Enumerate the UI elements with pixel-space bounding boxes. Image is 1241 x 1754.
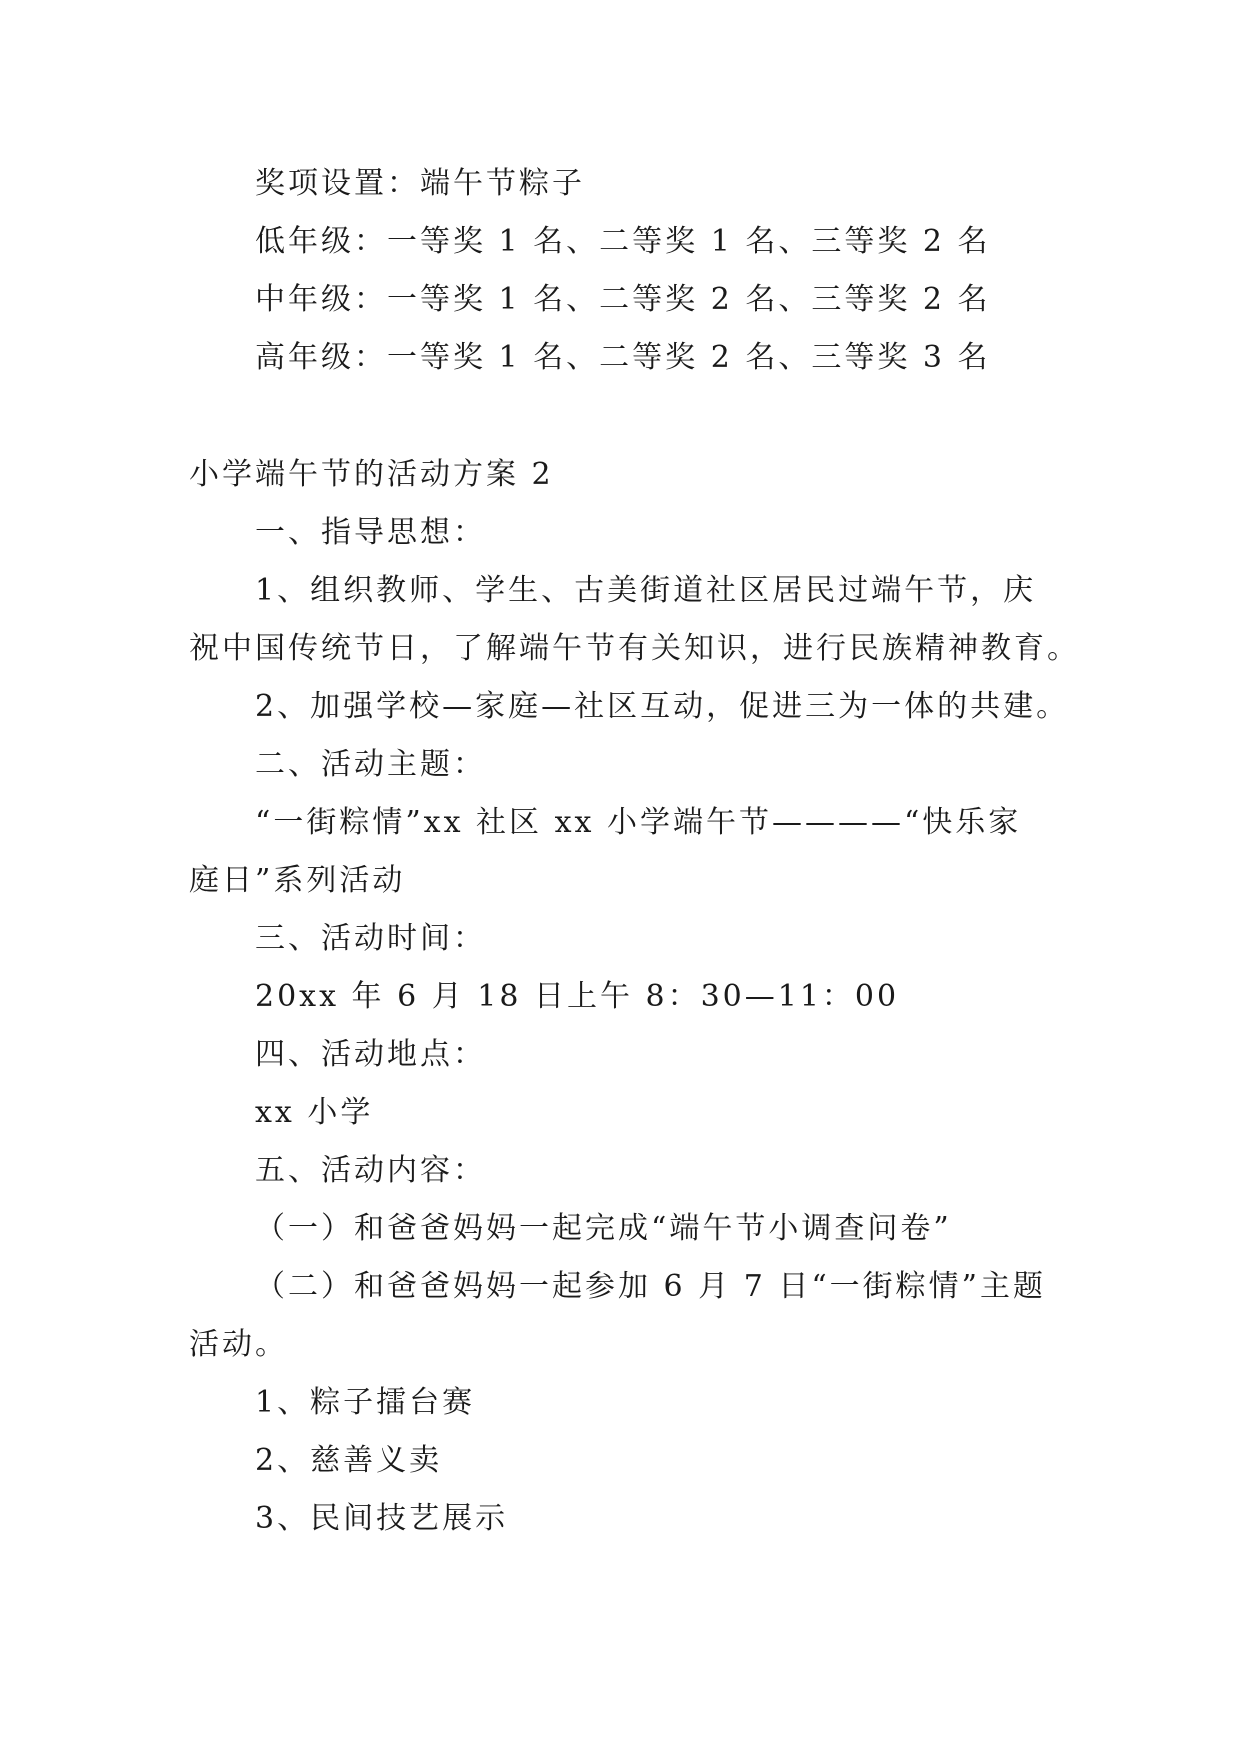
paragraph-line: 1、组织教师、学生、古美街道社区居民过端午节，庆 xyxy=(255,573,1037,608)
section-title: 小学端午节的活动方案 2 xyxy=(189,457,554,492)
heading-activity-content: 五、活动内容： xyxy=(255,1153,486,1188)
upper-grade-award-line: 高年级：一等奖 1 名、二等奖 2 名、三等奖 3 名 xyxy=(255,340,991,375)
paragraph-line: 庭日”系列活动 xyxy=(189,863,406,898)
heading-activity-theme: 二、活动主题： xyxy=(255,747,486,782)
heading-activity-time: 三、活动时间： xyxy=(255,921,486,956)
award-setting-line: 奖项设置：端午节粽子 xyxy=(255,166,585,201)
paragraph-line: “一街粽情”xx 社区 xx 小学端午节————“快乐家 xyxy=(255,805,1022,840)
heading-guiding-thought: 一、指导思想： xyxy=(255,515,486,550)
paragraph-line: 2、加强学校—家庭—社区互动，促进三为一体的共建。 xyxy=(255,689,1070,724)
list-item: 1、粽子擂台赛 xyxy=(255,1385,476,1420)
list-item: 2、慈善义卖 xyxy=(255,1443,443,1478)
content-item-continuation: 活动。 xyxy=(189,1327,288,1362)
list-item: 3、民间技艺展示 xyxy=(255,1501,509,1536)
content-item: （二）和爸爸妈妈一起参加 6 月 7 日“一街粽情”主题 xyxy=(255,1269,1046,1304)
lower-grade-award-line: 低年级：一等奖 1 名、二等奖 1 名、三等奖 2 名 xyxy=(255,224,991,259)
middle-grade-award-line: 中年级：一等奖 1 名、二等奖 2 名、三等奖 2 名 xyxy=(255,282,991,317)
content-item: （一）和爸爸妈妈一起完成“端午节小调查问卷” xyxy=(255,1211,952,1246)
activity-location-value: xx 小学 xyxy=(255,1095,374,1130)
paragraph-line: 祝中国传统节日，了解端午节有关知识，进行民族精神教育。 xyxy=(189,631,1080,666)
activity-time-value: 20xx 年 6 月 18 日上午 8：30—11：00 xyxy=(255,979,900,1014)
heading-activity-location: 四、活动地点： xyxy=(255,1037,486,1072)
